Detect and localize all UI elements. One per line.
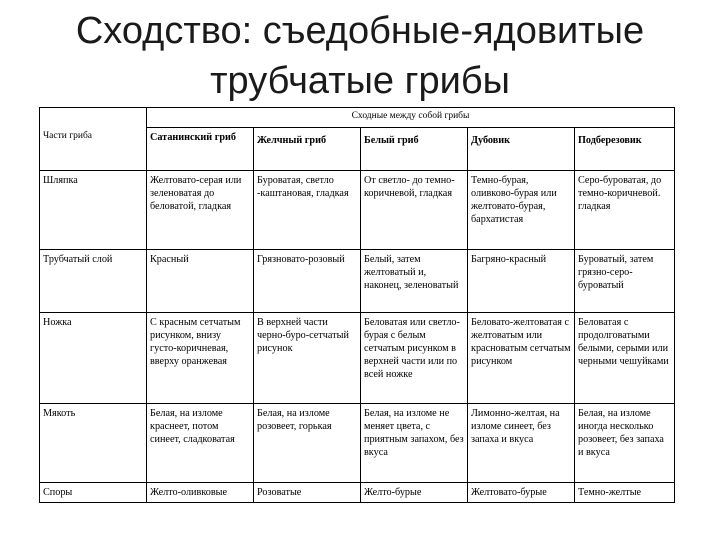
table-caption-spacer bbox=[40, 108, 147, 128]
table-cell: Белая, на изломе розовеет, горькая bbox=[254, 403, 361, 482]
mushroom-comparison-table bbox=[39, 107, 675, 503]
table-cell: Желто-бурые bbox=[361, 482, 468, 502]
table-row bbox=[40, 403, 675, 482]
table-cell: В верхней части черно-буро-сетчатый рисунок bbox=[254, 312, 361, 403]
table-cell: Багряно-красный bbox=[468, 249, 575, 312]
table-row bbox=[40, 249, 675, 312]
table-row bbox=[40, 170, 675, 249]
table-cell: Лимонно-желтая, на изломе синеет, без запаха и вкуса bbox=[468, 403, 575, 482]
table-cell: Грязновато-розовый bbox=[254, 249, 361, 312]
table-caption: Сходные между собой грибы bbox=[147, 108, 675, 128]
table-row bbox=[40, 312, 675, 403]
table-cell: Темно-бурая, оливково-бурая или желтовато-бурая, бархатистая bbox=[468, 170, 575, 249]
column-header-bile: Желчный гриб bbox=[254, 127, 361, 170]
table-cell: Серо-буроватая, до темно-коричневой. гладкая bbox=[575, 170, 675, 249]
table-cell: Красный bbox=[147, 249, 254, 312]
table-cell: С красным сетчатым рисунком, внизу густо-коричневая, вверху оранжевая bbox=[147, 312, 254, 403]
row-label: Ножка bbox=[40, 312, 147, 403]
table-cell: Беловатая с продолговатыми белыми, серыми или черными чешуйками bbox=[575, 312, 675, 403]
table-row bbox=[40, 482, 675, 502]
table-cell: Белая, на изломе краснеет, потом синеет, сладковатая bbox=[147, 403, 254, 482]
table-cell: Беловатая или светло-бурая с белым сетчатым рисунком в верхней части или по всей ножке bbox=[361, 312, 468, 403]
table-cell: Буроватая, светло -каштановая, гладкая bbox=[254, 170, 361, 249]
row-label: Шляпка bbox=[40, 170, 147, 249]
table-cell: Желто-оливковые bbox=[147, 482, 254, 502]
table-cell: Темно-желтые bbox=[575, 482, 675, 502]
table-cell: Розоватые bbox=[254, 482, 361, 502]
column-header-satanic: Сатанинский гриб bbox=[147, 127, 254, 170]
table-cell: Беловато-желтоватая с желтоватым или красноватым сетчатым рисунком bbox=[468, 312, 575, 403]
table-cell: Белая, на изломе не меняет цвета, с приятным запахом, без вкуса bbox=[361, 403, 468, 482]
table-cell: Белый, затем желтоватый и, наконец, зеленоватый bbox=[361, 249, 468, 312]
table-cell: Желтовато-серая или зеленоватая до беловатой, гладкая bbox=[147, 170, 254, 249]
row-label: Трубчатый слой bbox=[40, 249, 147, 312]
column-header-birch-bolete: Подберезовик bbox=[575, 127, 675, 170]
slide-title bbox=[0, 6, 720, 106]
row-label: Споры bbox=[40, 482, 147, 502]
row-label: Мякоть bbox=[40, 403, 147, 482]
column-header-porcini: Белый гриб bbox=[361, 127, 468, 170]
table-cell: Белая, на изломе иногда несколько розовеет, без запаха и вкуса bbox=[575, 403, 675, 482]
corner-label: Части гриба bbox=[40, 127, 147, 170]
slide-title-line-1: Сходство: съедобные-ядовитые bbox=[75, 10, 645, 52]
table-cell: Буроватый, затем грязно-серо-буроватый bbox=[575, 249, 675, 312]
slide-title-line-2: трубчатые грибы bbox=[210, 60, 510, 102]
table-cell: От светло- до темно-коричневой, гладкая bbox=[361, 170, 468, 249]
table-caption-row bbox=[40, 108, 675, 128]
column-header-oak-bolete: Дубовик bbox=[468, 127, 575, 170]
table-header-row bbox=[40, 127, 675, 170]
table-cell: Желтовато-бурые bbox=[468, 482, 575, 502]
